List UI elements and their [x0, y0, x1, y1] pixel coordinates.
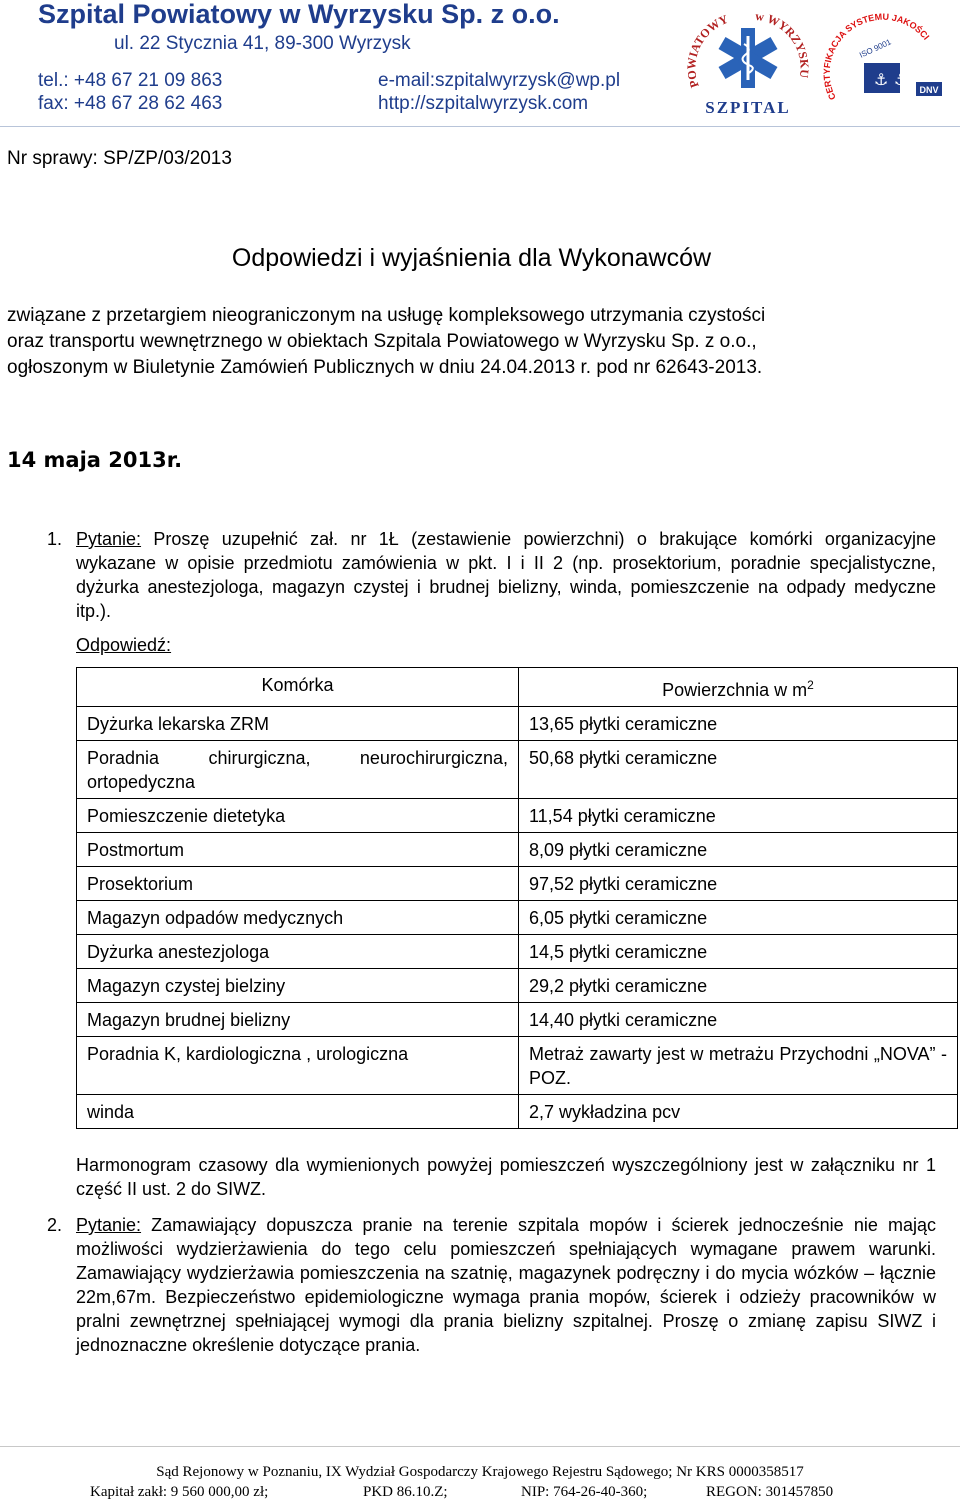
question-2: [76, 1213, 936, 1357]
question-2-number: 2.: [47, 1215, 63, 1235]
footer-divider: [0, 1446, 960, 1447]
table-cell-area: Metraż zawarty jest w metrażu Przychodni „NOVA” - POZ.: [519, 1037, 958, 1095]
document-date: 14 maja 2013r.: [7, 448, 183, 472]
page-title: Odpowiedzi i wyjaśnienia dla Wykonawców: [231, 244, 712, 272]
logo-arc-left-text: POWIATOWY: [684, 11, 731, 90]
intro-line-3: ogłoszonym w Biuletynie Zamówień Publicznych w dniu 24.04.2013 r. pod nr 62643-2013.: [7, 357, 763, 378]
table-row: [77, 935, 958, 969]
table-cell-unit: Magazyn odpadów medycznych: [77, 901, 519, 935]
table-header-row: [77, 668, 958, 707]
hospital-name: Szpital Powiatowy w Wyrzysku Sp. z o.o.: [38, 0, 560, 29]
question-2-label: Pytanie:: [76, 1215, 142, 1235]
table-cell-unit: Magazyn brudnej bielizny: [77, 1003, 519, 1037]
logo-bottom-text: SZPITAL: [705, 98, 791, 117]
header-divider: [0, 126, 960, 127]
footer-court-registry: Sąd Rejonowy w Poznaniu, IX Wydział Gospodarczy Krajowego Rejestru Sądowego; Nr KRS 0000358517: [156, 1464, 804, 1480]
question-2-text: Zamawiający dopuszcza pranie na terenie szpitala mopów i ścierek jednocześnie nie mając możliwości wydzierżawienia do tego celu pomieszczeń spełniających wymagane prawem warunki. Zamawiający wydzierżawia pomieszczenia na szatnię, magazynek podręczny i do mycia wózków – łącznie 22m,67m. Bezpieczeństwo epidemiologiczne wymaga prania mopów, ścierek i odzieży pracowników w pralni zewnętrznej spełniającej wymogi dla prania bielizny szpitalnej. Proszę o zmianę zapisu SIWZ i jednoznaczne określenie dotyczące prania.: [76, 1215, 936, 1355]
table-cell-area: 29,2 płytki ceramiczne: [519, 969, 958, 1003]
schedule-note: Harmonogram czasowy dla wymienionych powyżej pomieszczeń wyszczególniony jest w załączniku nr 1 część II ust. 2 do SIWZ.: [76, 1155, 936, 1199]
table-cell-area: 13,65 płytki ceramiczne: [519, 707, 958, 741]
table-row: [77, 707, 958, 741]
table-cell-area: 6,05 płytki ceramiczne: [519, 901, 958, 935]
footer-nip: NIP: 764-26-40-360;: [521, 1484, 648, 1500]
hospital-address: ul. 22 Stycznia 41, 89-300 Wyrzysk: [114, 33, 411, 54]
table-cell-area: 2,7 wykładzina pcv: [519, 1095, 958, 1129]
column-header-cell: Komórka: [77, 668, 519, 707]
hospital-logo: [683, 8, 813, 120]
table-cell-unit: Dyżurka lekarska ZRM: [77, 707, 519, 741]
column-header-area: Powierzchnia w $m^2$: [519, 668, 958, 707]
hospital-website: http://szpitalwyrzysk.com: [378, 93, 589, 114]
case-number: Nr sprawy: SP/ZP/03/2013: [7, 148, 232, 169]
hospital-fax: fax: +48 67 28 62 463: [38, 93, 223, 114]
table-row: [77, 901, 958, 935]
footer-regon: REGON: 301457850: [706, 1484, 834, 1500]
table-cell-unit: Poradnia K, kardiologiczna , urologiczna: [77, 1037, 519, 1095]
question-1: [76, 527, 936, 623]
table-cell-area: 11,54 płytki ceramiczne: [519, 799, 958, 833]
table-cell-unit: Magazyn czystej bielziny: [77, 969, 519, 1003]
area-table: [76, 667, 958, 1129]
star-of-life-icon: [683, 8, 813, 120]
table-cell-area: 14,40 płytki ceramiczne: [519, 1003, 958, 1037]
table-row: [77, 1003, 958, 1037]
intro-line-1: związane z przetargiem nieograniczonym na usługę kompleksowego utrzymania czystości: [7, 305, 766, 326]
hospital-email: e-mail:szpitalwyrzysk@wp.pl: [378, 70, 621, 91]
logo-arc-right-text: w WYRZYSKU: [754, 8, 812, 79]
table-cell-area: 14,5 płytki ceramiczne: [519, 935, 958, 969]
table-row: [77, 969, 958, 1003]
question-1-label: Pytanie:: [76, 529, 142, 549]
dnv-text: DNV: [919, 85, 939, 95]
certification-logo: [818, 8, 948, 120]
table-cell-unit: Prosektorium: [77, 867, 519, 901]
svg-text:⚓: ⚓: [874, 70, 889, 89]
table-cell-unit: Dyżurka anestezjologa: [77, 935, 519, 969]
table-cell-area: 50,68 płytki ceramiczne: [519, 741, 958, 799]
svg-text:⚓: ⚓: [894, 70, 909, 89]
table-cell-area: 97,52 płytki ceramiczne: [519, 867, 958, 901]
table-cell-area: 8,09 płytki ceramiczne: [519, 833, 958, 867]
answer-1-label: Odpowiedź:: [76, 635, 172, 655]
question-1-number: 1.: [47, 529, 63, 549]
certification-seal-icon: [818, 8, 948, 120]
table-row: [77, 1037, 958, 1095]
table-cell-unit: winda: [77, 1095, 519, 1129]
table-cell-unit: Poradnia chirurgiczna, neurochirurgiczna, ortopedyczna: [77, 741, 519, 799]
footer-capital: Kapitał zakł: 9 560 000,00 zł;: [90, 1484, 269, 1500]
table-row: [77, 799, 958, 833]
table-row: [77, 833, 958, 867]
iso-text: ISO 9001: [858, 37, 893, 60]
hospital-phone: tel.: +48 67 21 09 863: [38, 70, 223, 91]
footer-pkd: PKD 86.10.Z;: [363, 1484, 448, 1500]
question-1-text: Proszę uzupełnić zał. nr 1Ł (zestawienie powierzchni) o brakujące komórki organizacyjne wykazane w opisie przedmiotu zamówienia w pkt. I i II 2 (np. prosektorium, poradnie specjalistyczne, dyżurka anestezjologa, magazyn czystej i brudnej bielizny, winda, pomieszczenie na odpady medyczne itp.).: [76, 529, 936, 621]
table-row: [77, 741, 958, 799]
table-row: [77, 867, 958, 901]
table-row: [77, 1095, 958, 1129]
table-cell-unit: Pomieszczenie dietetyka: [77, 799, 519, 833]
cert-arc-text: CERTYFIKACJA SYSTEMU JAKOŚCI: [821, 11, 932, 102]
table-cell-unit: Postmortum: [77, 833, 519, 867]
intro-line-2: oraz transportu wewnętrznego w obiektach Szpitala Powiatowego w Wyrzysku Sp. z o.o.,: [7, 331, 757, 352]
